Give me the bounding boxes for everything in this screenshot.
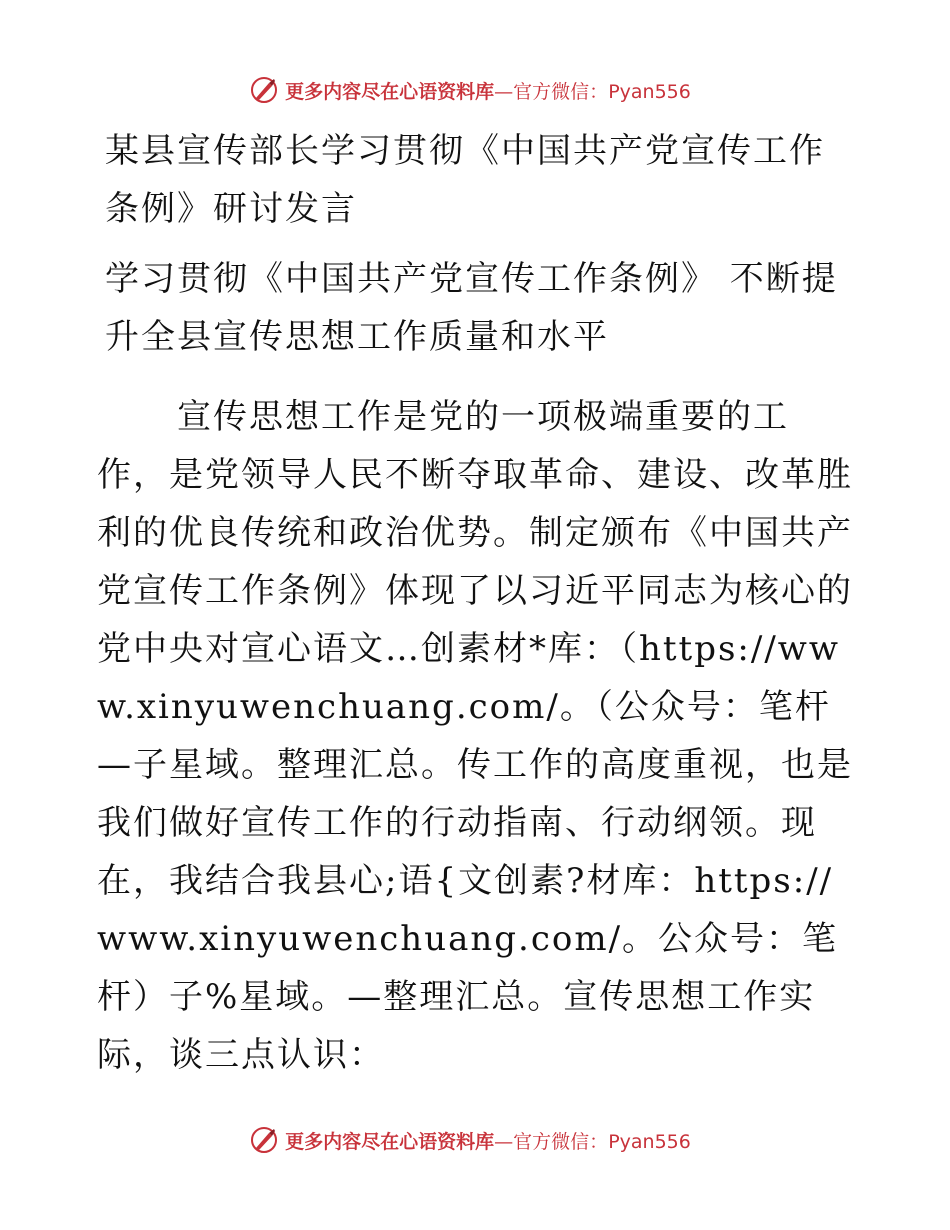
document-content: [97, 122, 857, 1084]
footer-banner-dash: —: [494, 1130, 514, 1153]
header-banner-wechat-id: Pyan556: [608, 80, 691, 103]
quill-pen-logo-icon: [249, 1125, 279, 1155]
footer-banner-main: 更多内容尽在心语资料库: [285, 1130, 495, 1153]
footer-banner-text: [285, 1127, 691, 1154]
header-banner-wechat-label: 官方微信：: [513, 80, 609, 103]
document-body-paragraph: 宣传思想工作是党的一项极端重要的工作，是党领导人民不断夺取革命、建设、改革胜利的优良传统和政治优势。制定颁布《中国共产党宣传工作条例》体现了以习近平同志为核心的党中央对宣心语文…创素材*库：（https://www.xinyuwenchuang.com/。（公众号：笔杆—子星域。整理汇总。传工作的高度重视，也是我们做好宣传工作的行动指南、行动纲领。现在，我结合我县心;语{文创素?材库：https://www.xinyuwenchuang.com/。公众号：笔杆）子%星域。—整理汇总。宣传思想工作实际，谈三点认识：: [97, 397, 853, 1075]
footer-banner-wechat-label: 官方微信：: [513, 1130, 609, 1153]
document-subtitle: 学习贯彻《中国共产党宣传工作条例》 不断提升全县宣传思想工作质量和水平: [105, 259, 838, 357]
quill-pen-logo-icon: [249, 75, 279, 105]
document-title: 某县宣传部长学习贯彻《中国共产党宣传工作条例》研讨发言: [105, 131, 825, 229]
header-banner-text: [285, 77, 691, 104]
footer-banner-wechat-id: Pyan556: [608, 1130, 691, 1153]
footer-banner: [0, 1120, 950, 1160]
header-banner-main: 更多内容尽在心语资料库: [285, 80, 495, 103]
header-banner-dash: —: [494, 80, 514, 103]
header-banner: [0, 70, 950, 110]
